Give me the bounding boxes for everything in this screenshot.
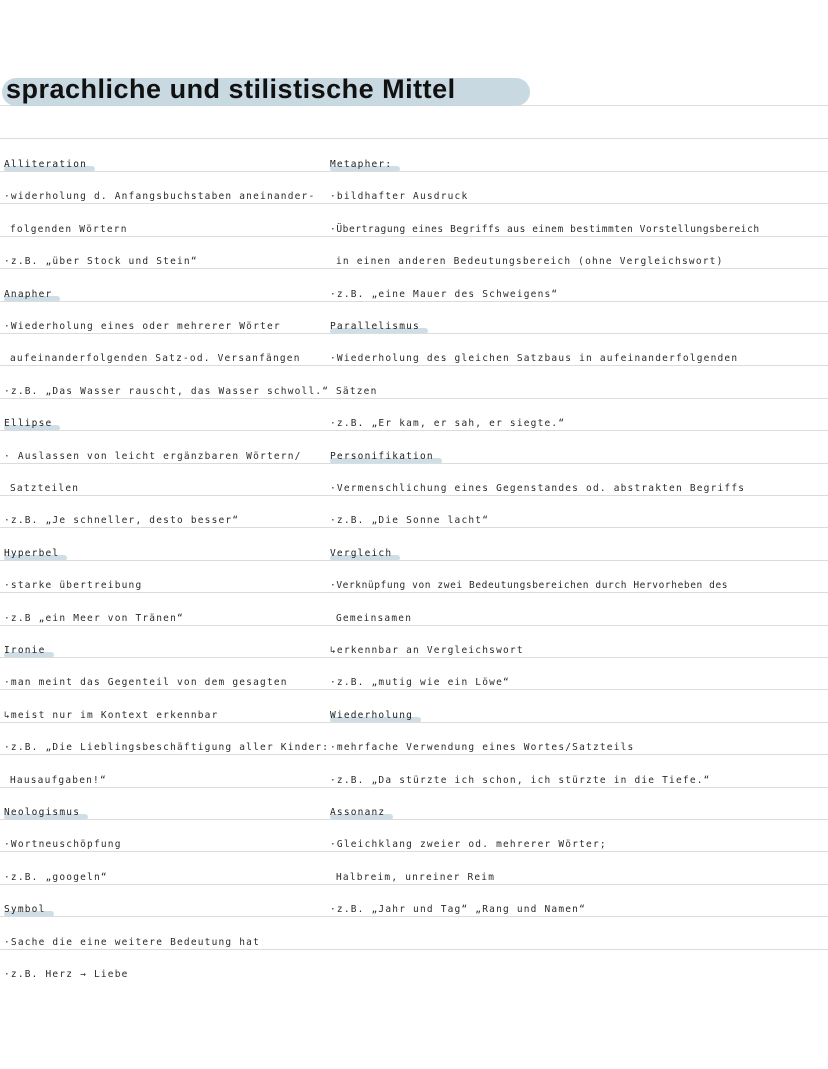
section-heading-text: Ironie: [4, 645, 46, 656]
section-heading: [330, 450, 434, 464]
section-heading: [4, 158, 87, 172]
section-heading: [4, 547, 59, 561]
note-line: Sätzen: [336, 385, 378, 397]
section-heading-text: Anapher: [4, 288, 53, 300]
page-title: sprachliche und stilistische Mittel: [6, 74, 456, 104]
note-line: ·z.B. „Jahr und Tag“ „Rang und Namen“: [330, 904, 587, 916]
section-heading-text: Parallelismus: [330, 321, 420, 332]
note-line: Halbreim, unreiner Reim: [336, 871, 496, 883]
note-line: ·starke übertreibung: [4, 580, 143, 592]
note-line: ·z.B. „eine Mauer des Schweigens“: [330, 288, 559, 300]
note-line: ·z.B. „mutig wie ein Löwe“: [330, 677, 510, 689]
note-line: folgenden Wörtern: [10, 223, 128, 235]
note-line: ·Wortneuschöpfung: [4, 839, 122, 851]
note-line: ·Gleichklang zweier od. mehrerer Wörter;: [330, 839, 607, 851]
note-line: ·mehrfache Verwendung eines Wortes/Satzteils: [330, 742, 635, 754]
note-line: ·Verknüpfung von zwei Bedeutungsbereichen durch Hervorheben des: [330, 580, 729, 592]
note-line: ·z.B. „googeln“: [4, 871, 108, 883]
section-heading-text: Personifikation: [330, 450, 434, 462]
note-line: in einen anderen Bedeutungsbereich (ohne Vergleichswort): [336, 256, 724, 268]
section-heading: [330, 547, 392, 561]
section-heading-text: Hyperbel: [4, 547, 60, 559]
note-line: ·widerholung d. Anfangsbuchstaben aneinander-: [4, 191, 316, 203]
note-line: Hausaufgaben!“: [10, 774, 107, 786]
note-line: Gemeinsamen: [336, 612, 413, 624]
rule-line: [0, 138, 828, 139]
note-line: ↳meist nur im Kontext erkennbar: [4, 709, 219, 721]
note-line: aufeinanderfolgenden Satz-od. Versanfängen: [10, 353, 301, 365]
rule-line: [0, 819, 828, 820]
note-line: ·Sache die eine weitere Bedeutung hat: [4, 936, 261, 948]
note-line: ·Übertragung eines Begriffs aus einem bestimmten Vorstellungsbereich: [330, 223, 760, 235]
section-heading-text: Neologismus: [4, 807, 81, 818]
note-line: ·z.B. „Da stürzte ich schon, ich stürzte in die Tiefe.“: [330, 774, 711, 786]
section-heading: [330, 709, 413, 723]
note-line: ·z.B „ein Meer von Tränen“: [4, 612, 184, 624]
rule-line: [0, 560, 828, 561]
section-heading: [330, 158, 392, 172]
note-line: ·bildhafter Ausdruck: [330, 191, 469, 203]
section-heading: [330, 320, 420, 334]
note-line: ·Vermenschlichung eines Gegenstandes od. abstrakten Begriffs: [330, 483, 746, 494]
section-heading-text: Metapher:: [330, 159, 393, 170]
note-line: ·z.B. Herz → Liebe: [4, 969, 129, 980]
section-heading-text: Alliteration: [4, 159, 88, 170]
section-heading-text: Assonanz: [330, 807, 386, 818]
section-heading: [4, 806, 80, 820]
note-line: ·man meint das Gegenteil von dem gesagten: [4, 677, 288, 689]
section-heading: [4, 288, 52, 302]
note-line: ↳erkennbar an Vergleichswort: [330, 645, 524, 656]
note-line: ·Wiederholung des gleichen Satzbaus in aufeinanderfolgenden: [330, 353, 739, 365]
rule-line: [0, 171, 828, 172]
note-line: ·z.B. „Die Lieblingsbeschäftigung aller Kinder:: [4, 742, 330, 754]
section-heading: [4, 903, 46, 917]
section-heading: [330, 806, 385, 820]
section-heading-text: Wiederholung: [330, 709, 414, 721]
note-line: Satzteilen: [10, 483, 80, 494]
section-heading-text: Vergleich: [330, 547, 393, 559]
section-heading-text: Ellipse: [4, 418, 53, 430]
note-line: ·z.B. „Er kam, er sah, er siegte.“: [330, 418, 566, 430]
note-line: ·z.B. „Die Sonne lacht“: [330, 515, 490, 527]
section-heading-text: Symbol: [4, 904, 46, 916]
section-heading: [4, 417, 52, 431]
note-line: ·z.B. „über Stock und Stein“: [4, 256, 198, 268]
section-heading: [4, 644, 46, 658]
note-line: · Auslassen von leicht ergänzbaren Wörtern/: [4, 450, 302, 462]
note-line: ·z.B. „Je schneller, desto besser“: [4, 515, 240, 527]
note-line: ·Wiederholung eines oder mehrerer Wörter: [4, 321, 281, 332]
note-line: ·z.B. „Das Wasser rauscht, das Wasser schwoll.“: [4, 385, 330, 397]
